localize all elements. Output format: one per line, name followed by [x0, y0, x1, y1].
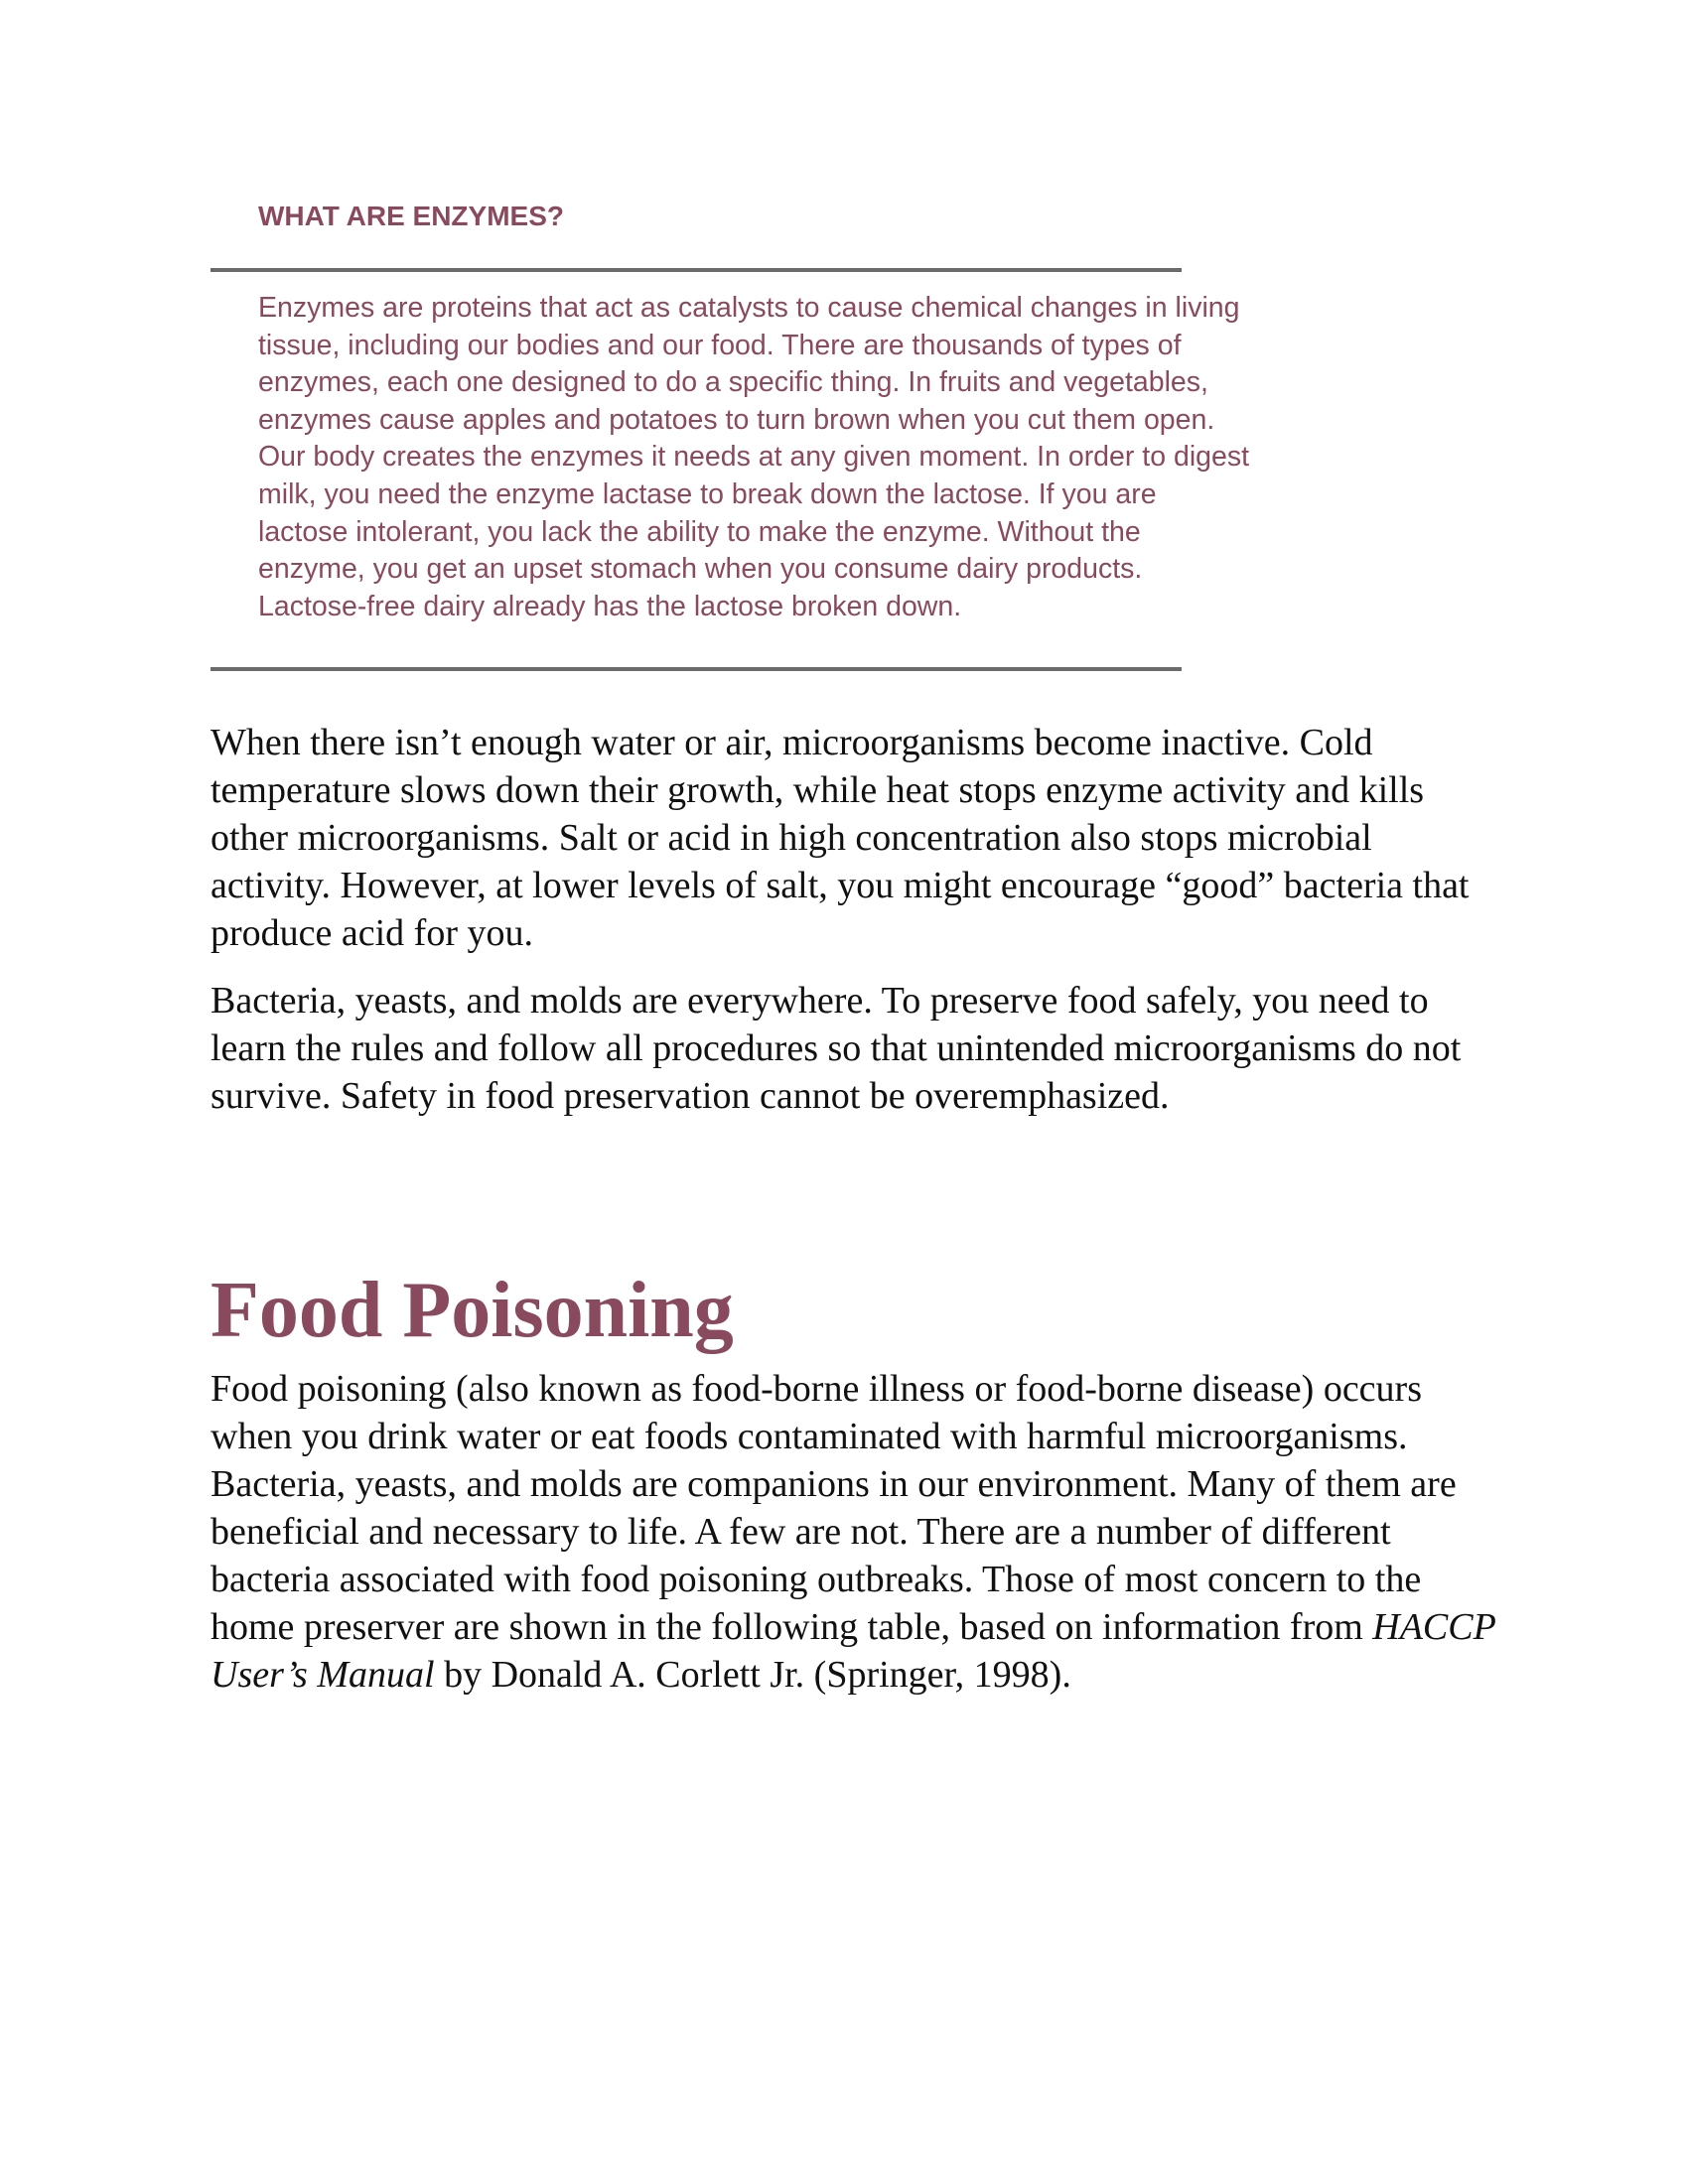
paragraph-microorganisms-inactive: When there isn’t enough water or air, microorganisms become inactive. Cold temperature slows down their growth, while heat stops enzyme activity and kills other microorganisms. Salt or acid in high concentration also stops microbial activity. However, at lower levels of salt, you might encourage “good” bacteria that produce acid for you.: [211, 722, 1470, 954]
sidebar-bottom-rule: [211, 667, 1182, 671]
sidebar-top-rule: [211, 268, 1182, 272]
paragraph-bacteria-everywhere: Bacteria, yeasts, and molds are everywhere. To preserve food safely, you need to learn the rules and follow all procedures so that unintended microorganisms do not survive. Safety in food preservation cannot be overemphasized.: [211, 980, 1462, 1117]
sidebar-body-text: Enzymes are proteins that act as catalysts to cause chemical changes in living tissue, including our bodies and our food. There are thousands of types of enzymes, each one designed to do a specific thing. In fruits and vegetables, enzymes cause apples and potatoes to turn brown when you cut them open. Our body creates the enzymes it needs at any given moment. In order to digest milk, you need the enzyme lactase to break down the lactose. If you are lactose intolerant, you lack the ability to make the enzyme. Without the enzyme, you get an upset stomach when you consume dairy products. Lactose-free dairy already has the lactose broken down.: [258, 292, 1250, 622]
main-text: [211, 719, 1481, 1140]
citation-book-title: HACCP User’s Manual: [211, 1606, 1496, 1696]
section-heading-food-poisoning: Food Poisoning: [211, 1267, 734, 1354]
citation-author-text: by Donald A. Corlett Jr. (Springer, 1998).: [434, 1654, 1071, 1696]
sidebar-title: WHAT ARE ENZYMES?: [258, 201, 564, 231]
food-poisoning-text: Food poisoning (also known as food-borne illness or food-borne disease) occurs when you drink water or eat foods contaminated with harmful microorganisms. Bacteria, yeasts, and molds are companions in our environment. Many of them are beneficial and necessary to life. A few are not. There are a number of different bacteria associated with food poisoning outbreaks. Those of most concern to the home preserver are shown in the following table, based on information from: [211, 1368, 1457, 1648]
food-poisoning-paragraph: [211, 1365, 1501, 1699]
